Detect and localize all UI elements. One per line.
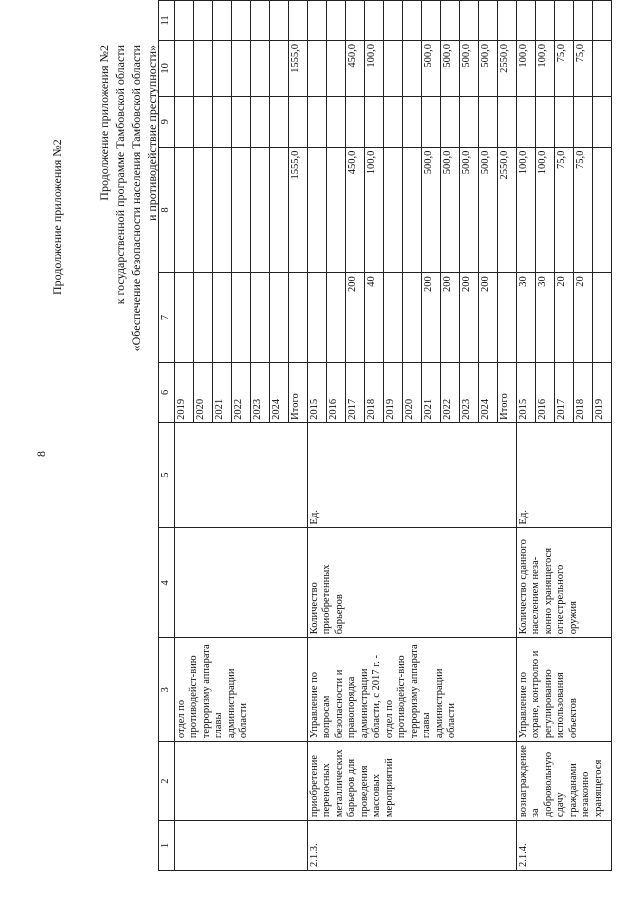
page-number: 8 (34, 451, 48, 457)
year-cell: 2022 (440, 362, 459, 422)
program-table (158, 0, 612, 871)
indicator-cell: Количество приобретенных барьеров (307, 528, 516, 638)
table-row: 2016 30 100,0 100,0 (535, 1, 554, 871)
item-name: приобретение переносных металлических барьеров для проведения массовых мероприятий (307, 742, 516, 821)
col-header: 2 (159, 742, 175, 821)
col-header: 1 (159, 821, 175, 871)
table-row: 2018 40 100,0 100,0 (364, 1, 383, 871)
year-cell: 2017 (345, 362, 364, 422)
indicator-cell: Количество сданного населением неза-конно хранящегося огнестрельного оружия (516, 528, 611, 638)
header-line: к государственной программе Тамбовской области (113, 45, 127, 305)
year-cell: 2019 (383, 362, 402, 422)
year-cell: 2021 (212, 362, 231, 422)
table-row (174, 1, 193, 871)
year-cell: 2019 (174, 362, 193, 422)
col-header: 4 (159, 528, 175, 638)
table-row: 2018 20 75,0 75,0 (573, 1, 592, 871)
executor-cell: отдел по противодейст-вию терроризму аппарата главы администрации области (174, 638, 307, 742)
table-row: Итого 1555,0 1555,0 (288, 1, 307, 871)
col-header: 5 (159, 422, 175, 528)
item-name: вознаграждение за добровольную сдачу гражданами незаконно хранящегося (516, 742, 611, 821)
year-cell: 2018 (573, 362, 592, 422)
item-number: 2.1.3. (307, 821, 516, 871)
table-row: 2017 200 450,0 450,0 (345, 1, 364, 871)
col-header: 8 (159, 147, 175, 273)
table-row: 2021 200 500,0 500,0 (421, 1, 440, 871)
unit-cell: Ед. (307, 422, 516, 528)
year-cell: 2023 (250, 362, 269, 422)
total-cell: Итого (288, 362, 307, 422)
year-cell: 2021 (421, 362, 440, 422)
year-cell: 2023 (459, 362, 478, 422)
table-row: 2023 200 500,0 500,0 (459, 1, 478, 871)
unit-cell: Ед. (516, 422, 611, 528)
col-header: 9 (159, 96, 175, 147)
year-cell: 2018 (364, 362, 383, 422)
col-header: 11 (159, 1, 175, 41)
table-row: 2.1.4. вознаграждение за добровольную сдачу гражданами незаконно хранящегося Управление по охране, контролю и регулированию использования объектов Количество сданного населением неза-конно хранящегося огнестрельного оружия Ед. 2015 30 100,0 100,0 (516, 1, 535, 871)
col-header: 10 (159, 40, 175, 96)
year-cell: 2016 (535, 362, 554, 422)
year-cell: 2015 (516, 362, 535, 422)
total-cell: Итого (497, 362, 516, 422)
table-row: Итого 2550,0 2550,0 (497, 1, 516, 871)
year-cell: 2015 (307, 362, 326, 422)
appendix-header (96, 45, 160, 485)
year-cell: 2019 (592, 362, 611, 422)
year-cell: 2024 (478, 362, 497, 422)
year-cell: 2022 (231, 362, 250, 422)
header-line: Продолжение приложения №2 (97, 45, 111, 201)
year-cell: 2024 (269, 362, 288, 422)
executor-cell: Управление по вопросам безопасности и правопорядка администрации области, с 2017 г. - отдел по противодейст-вию терроризму аппарата главы администрации области (307, 638, 516, 742)
table-row: 2022 200 500,0 500,0 (440, 1, 459, 871)
year-cell: 2016 (326, 362, 345, 422)
continuation-label: Продолжение приложения №2 (50, 139, 64, 295)
year-cell: 2017 (554, 362, 573, 422)
item-number: 2.1.4. (516, 821, 611, 871)
column-number-row (159, 1, 175, 871)
table-row (307, 1, 326, 871)
col-header: 3 (159, 638, 175, 742)
table-row: 2017 20 75,0 75,0 (554, 1, 573, 871)
header-line: и противодействие преступности» (145, 45, 159, 222)
col-header: 7 (159, 273, 175, 363)
table-row: 2024 200 500,0 500,0 (478, 1, 497, 871)
executor-cell: Управление по охране, контролю и регулированию использования объектов (516, 638, 611, 742)
header-line: «Обеспечение безопасности населения Тамбовской области (129, 45, 143, 352)
col-header: 6 (159, 362, 175, 422)
year-cell: 2020 (402, 362, 421, 422)
year-cell: 2020 (193, 362, 212, 422)
